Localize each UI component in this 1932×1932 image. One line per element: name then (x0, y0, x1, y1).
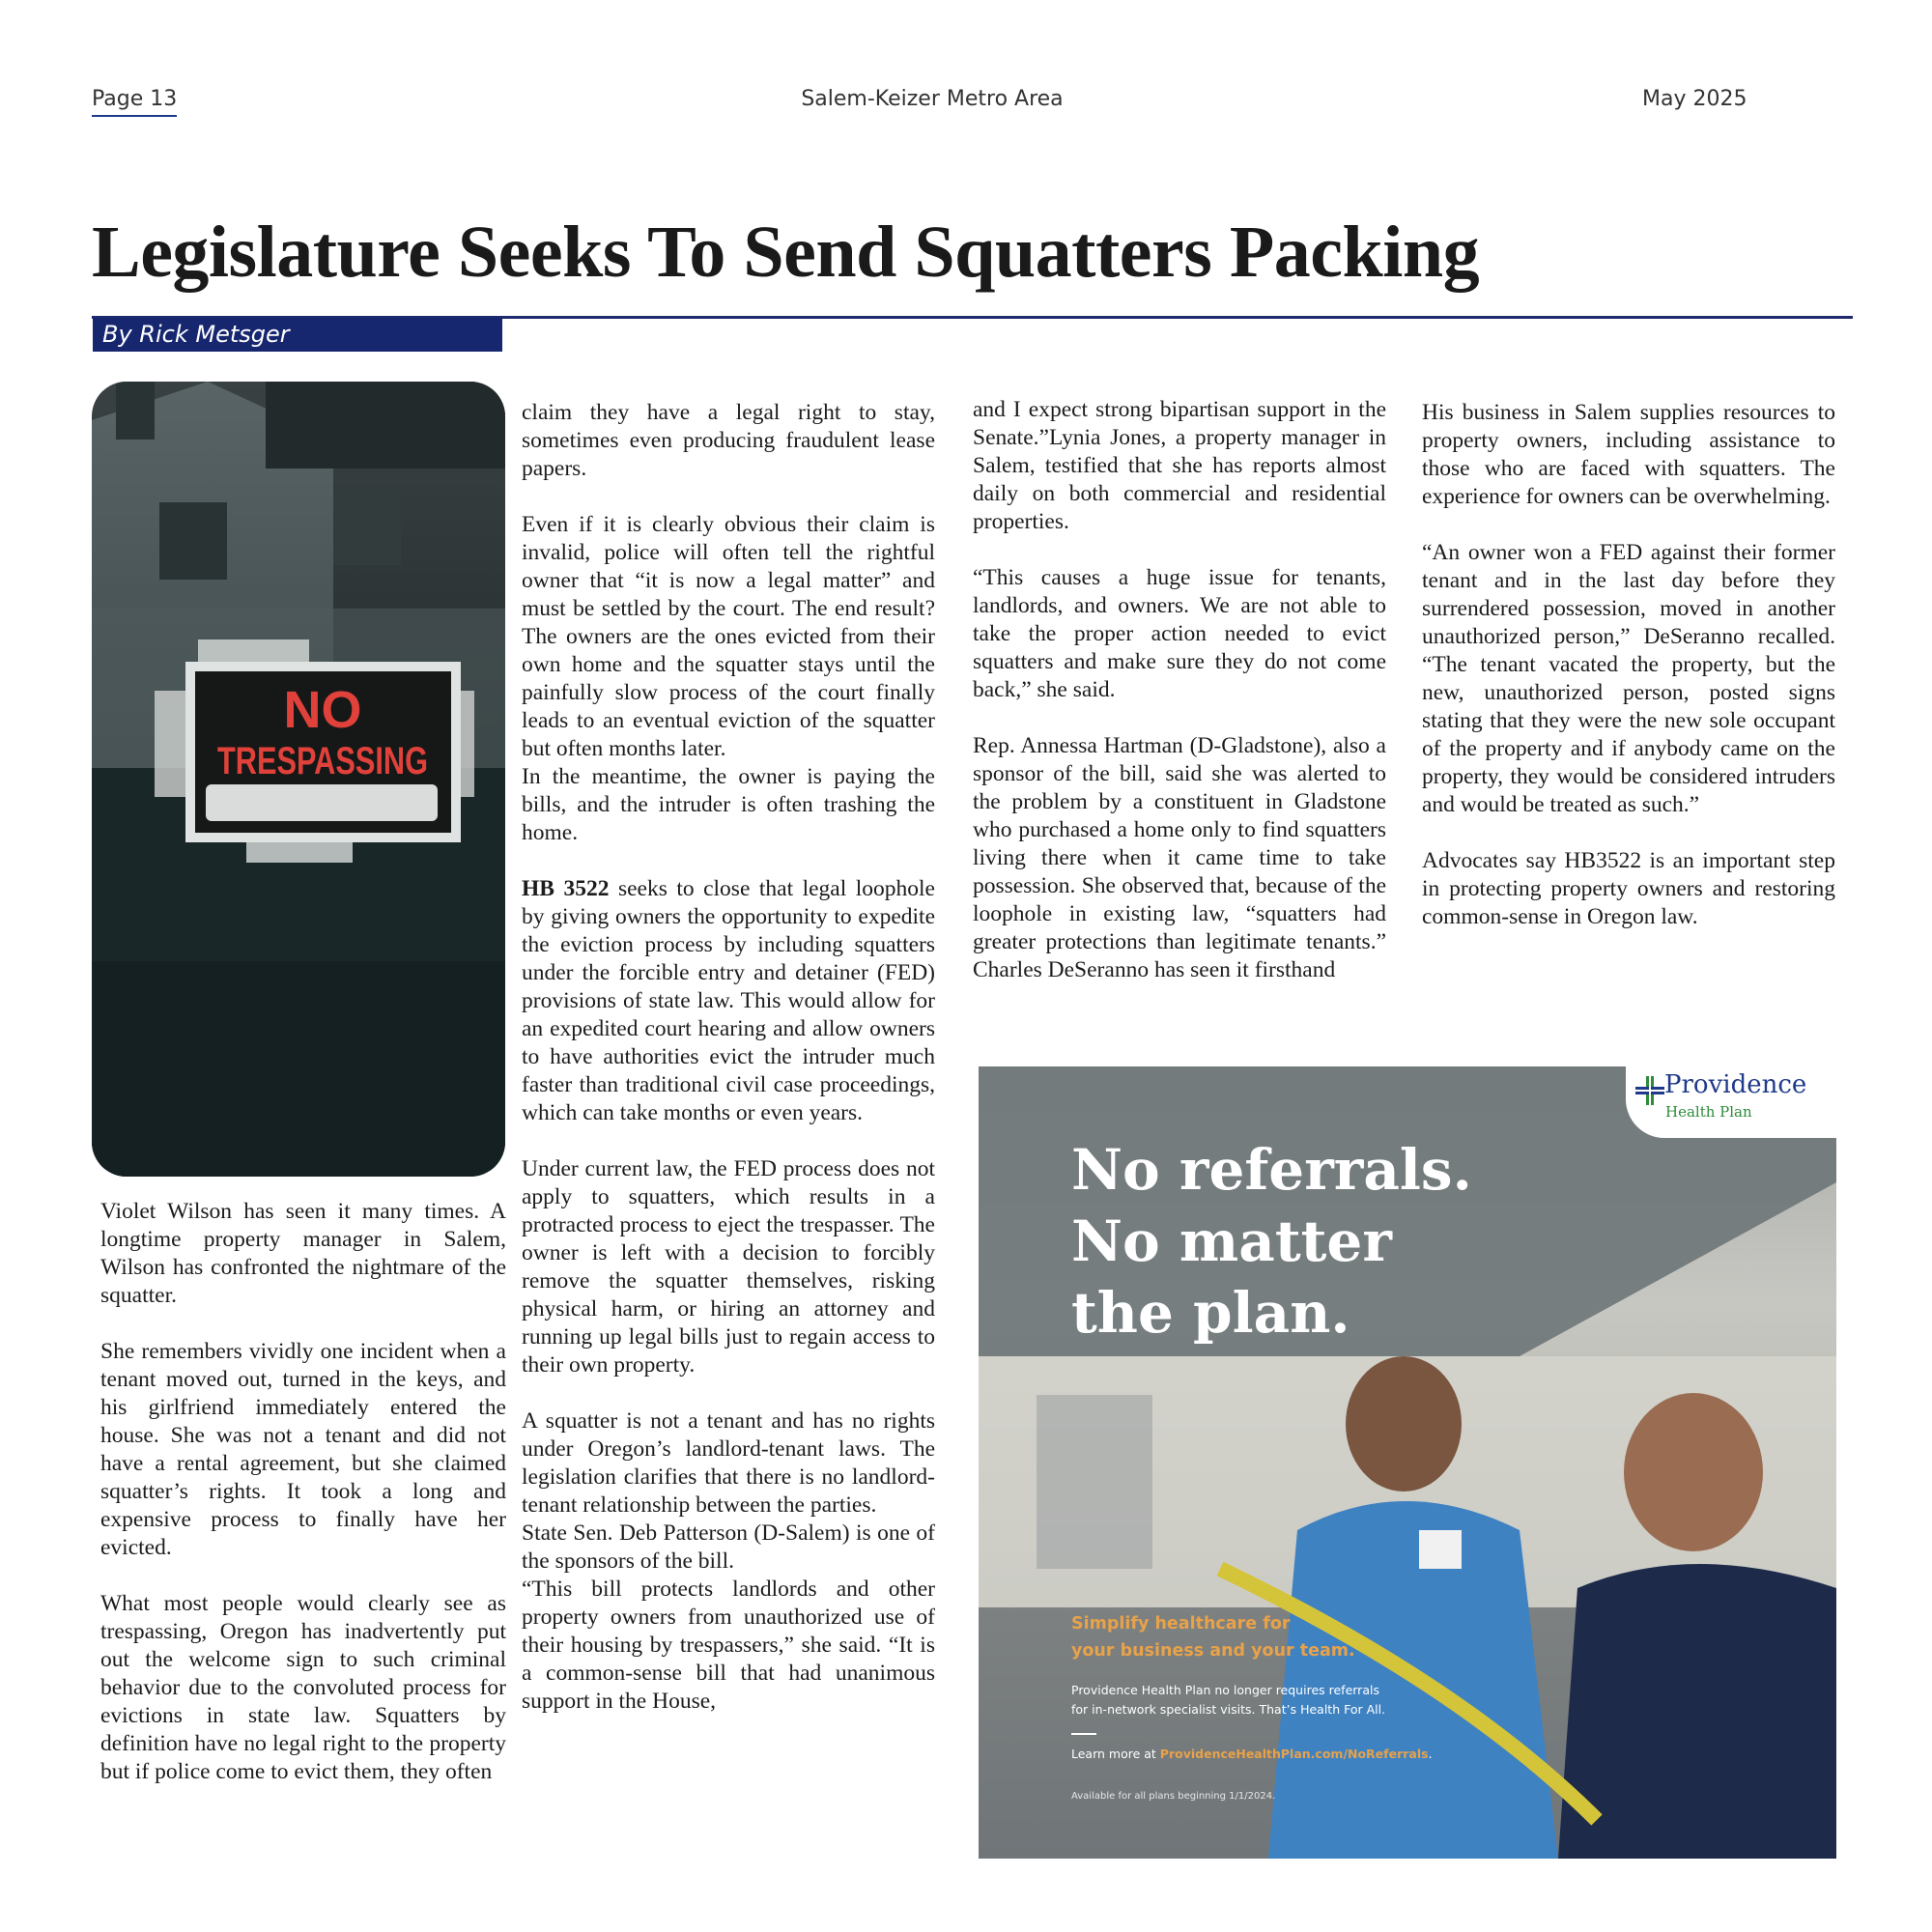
paragraph: and I expect strong bipartisan support in the Senate.”Lynia Jones, a property manager in Salem, testified that she has reports almost daily on both commercial and residential properties. (973, 397, 1386, 534)
ad-link[interactable]: ProvidenceHealthPlan.com/NoReferrals (1159, 1747, 1429, 1761)
ad-body-text: Providence Health Plan no longer requires referrals for in-network specialist visits. That’s Health For All. (1071, 1683, 1386, 1717)
ad-headline-line: No matter (1071, 1208, 1392, 1274)
paragraph: A squatter is not a tenant and has no rights under Oregon’s landlord-tenant laws. The legislation clarifies that there is no landlord-tenant relationship between the parties. (522, 1408, 935, 1518)
ad-tagline-line: your business and your team. (1071, 1641, 1355, 1661)
issue-date: May 2025 (1642, 87, 1747, 111)
ad-learn-more (1071, 1747, 1433, 1761)
paragraph: Under current law, the FED process does not apply to squatters, which results in a protracted process to eject the trespasser. The owner is left with a decision to forcibly remove the squatter themselves, risking physical harm, or hiring an attorney and running up legal bills just to regain access to their own property. (522, 1156, 935, 1378)
article-headline: Legislature Seeks To Send Squatters Packing (92, 212, 1480, 293)
providence-advertisement (979, 1066, 1836, 1859)
paragraph: Advocates say HB3522 is an important step in protecting property owners and restoring common-sense in Oregon law. (1422, 848, 1835, 929)
learn-more-suffix: . (1428, 1747, 1433, 1761)
article-column-1 (100, 1198, 506, 1786)
ad-headline-line: the plan. (1071, 1280, 1350, 1346)
paragraph: Rep. Annessa Hartman (D-Gladstone), also a sponsor of the bill, said she was alerted to the problem by a constituent in Gladstone who purchased a home only to find squatters living there when it came time to take possession. She observed that, because of the loophole in existing law, “squatters had greater protections than legitimate tenants.” Charles DeSeranno has seen it firsthand (973, 733, 1386, 982)
logo-subtitle: Health Plan (1665, 1103, 1752, 1121)
paragraph: She remembers vividly one incident when a tenant moved out, turned in the keys, and his girlfriend immediately entered the house. She was not a tenant and did not have a rental agreement, but she claimed squatter’s rights. It took a long and expensive process to finally have her evicted. (100, 1339, 506, 1560)
ad-divider (1071, 1733, 1096, 1735)
page-number: Page 13 (92, 87, 177, 117)
cross-logo-icon (1634, 1074, 1666, 1107)
ad-tagline-line: Simplify healthcare for (1071, 1614, 1291, 1634)
article-column-4 (1422, 399, 1835, 931)
ad-headline-line: No referrals. (1071, 1137, 1472, 1203)
paragraph: What most people would clearly see as trespassing, Oregon has inadvertently put out the welcome sign to such criminal behavior due to the convoluted process for evictions in state law. Squatters by definition have no legal right to the property but if police come to evict them, they often (100, 1591, 506, 1784)
learn-more-prefix: Learn more at (1071, 1747, 1160, 1761)
paragraph: His business in Salem supplies resources to property owners, including assistance to those who are faced with squatters. The experience for owners can be overwhelming. (1422, 400, 1835, 509)
paragraph: State Sen. Deb Patterson (D-Salem) is one of the sponsors of the bill. (522, 1520, 935, 1574)
paragraph: Even if it is clearly obvious their claim is invalid, police will often tell the rightful owner that “it is now a legal matter” and must be settled by the court. The end result? The owners are the ones evicted from their own home and the squatter stays until the painfully slow process of the court finally leads to an eventual eviction of the squatter but often months later. (522, 512, 935, 761)
article-column-3 (973, 396, 1386, 984)
ad-fine-print: Available for all plans beginning 1/1/2024. (1071, 1791, 1276, 1802)
article-column-2 (522, 399, 935, 1716)
no-trespassing-photo (92, 382, 505, 1177)
paragraph: claim they have a legal right to stay, sometimes even producing fraudulent lease papers. (522, 400, 935, 481)
logo-name: Providence (1664, 1070, 1807, 1099)
paragraph: In the meantime, the owner is paying the bills, and the intruder is often trashing the home. (522, 764, 935, 845)
bill-number: HB 3522 (522, 876, 610, 901)
paragraph-text: seeks to close that legal loophole by giving owners the opportunity to expedite the eviction process by including squatters under the forcible entry and detainer (FED) provisions of state law. This would allow for an expedited court hearing and allow owners to have authorities evict the intruder much faster than traditional civil case proceedings, which can take months or even years. (522, 876, 935, 1125)
ad-tagline (1071, 1610, 1355, 1664)
photo-illustration (92, 382, 505, 1177)
paragraph: “This bill protects landlords and other property owners from unauthorized use of their housing by trespassers,” she said. “It is a common-sense bill that had unanimous support in the House, (522, 1577, 935, 1714)
paragraph: “An owner won a FED against their former tenant and in the last day before they surrendered possession, moved in another unauthorized person,” DeSeranno recalled. “The tenant vacated the property, but the new, unauthorized person, posted signs stating that they were the new sole occupant of the property and if anybody came on the property, they would be considered intruders and would be treated as such.” (1422, 540, 1835, 817)
sign-line2: TRESPASSING (217, 740, 428, 782)
paragraph: Violet Wilson has seen it many times. A longtime property manager in Salem, Wilson has confronted the nightmare of the squatter. (100, 1199, 506, 1308)
section-name: Salem-Keizer Metro Area (801, 87, 1064, 111)
ad-headline (1071, 1134, 1472, 1349)
byline: By Rick Metsger (93, 318, 502, 352)
providence-logo (1626, 1066, 1836, 1138)
paragraph (522, 875, 935, 1127)
paragraph: “This causes a huge issue for tenants, landlords, and owners. We are not able to take the proper action needed to evict squatters and make sure they do not come back,” she said. (973, 565, 1386, 702)
sign-line1: NO (283, 681, 362, 739)
